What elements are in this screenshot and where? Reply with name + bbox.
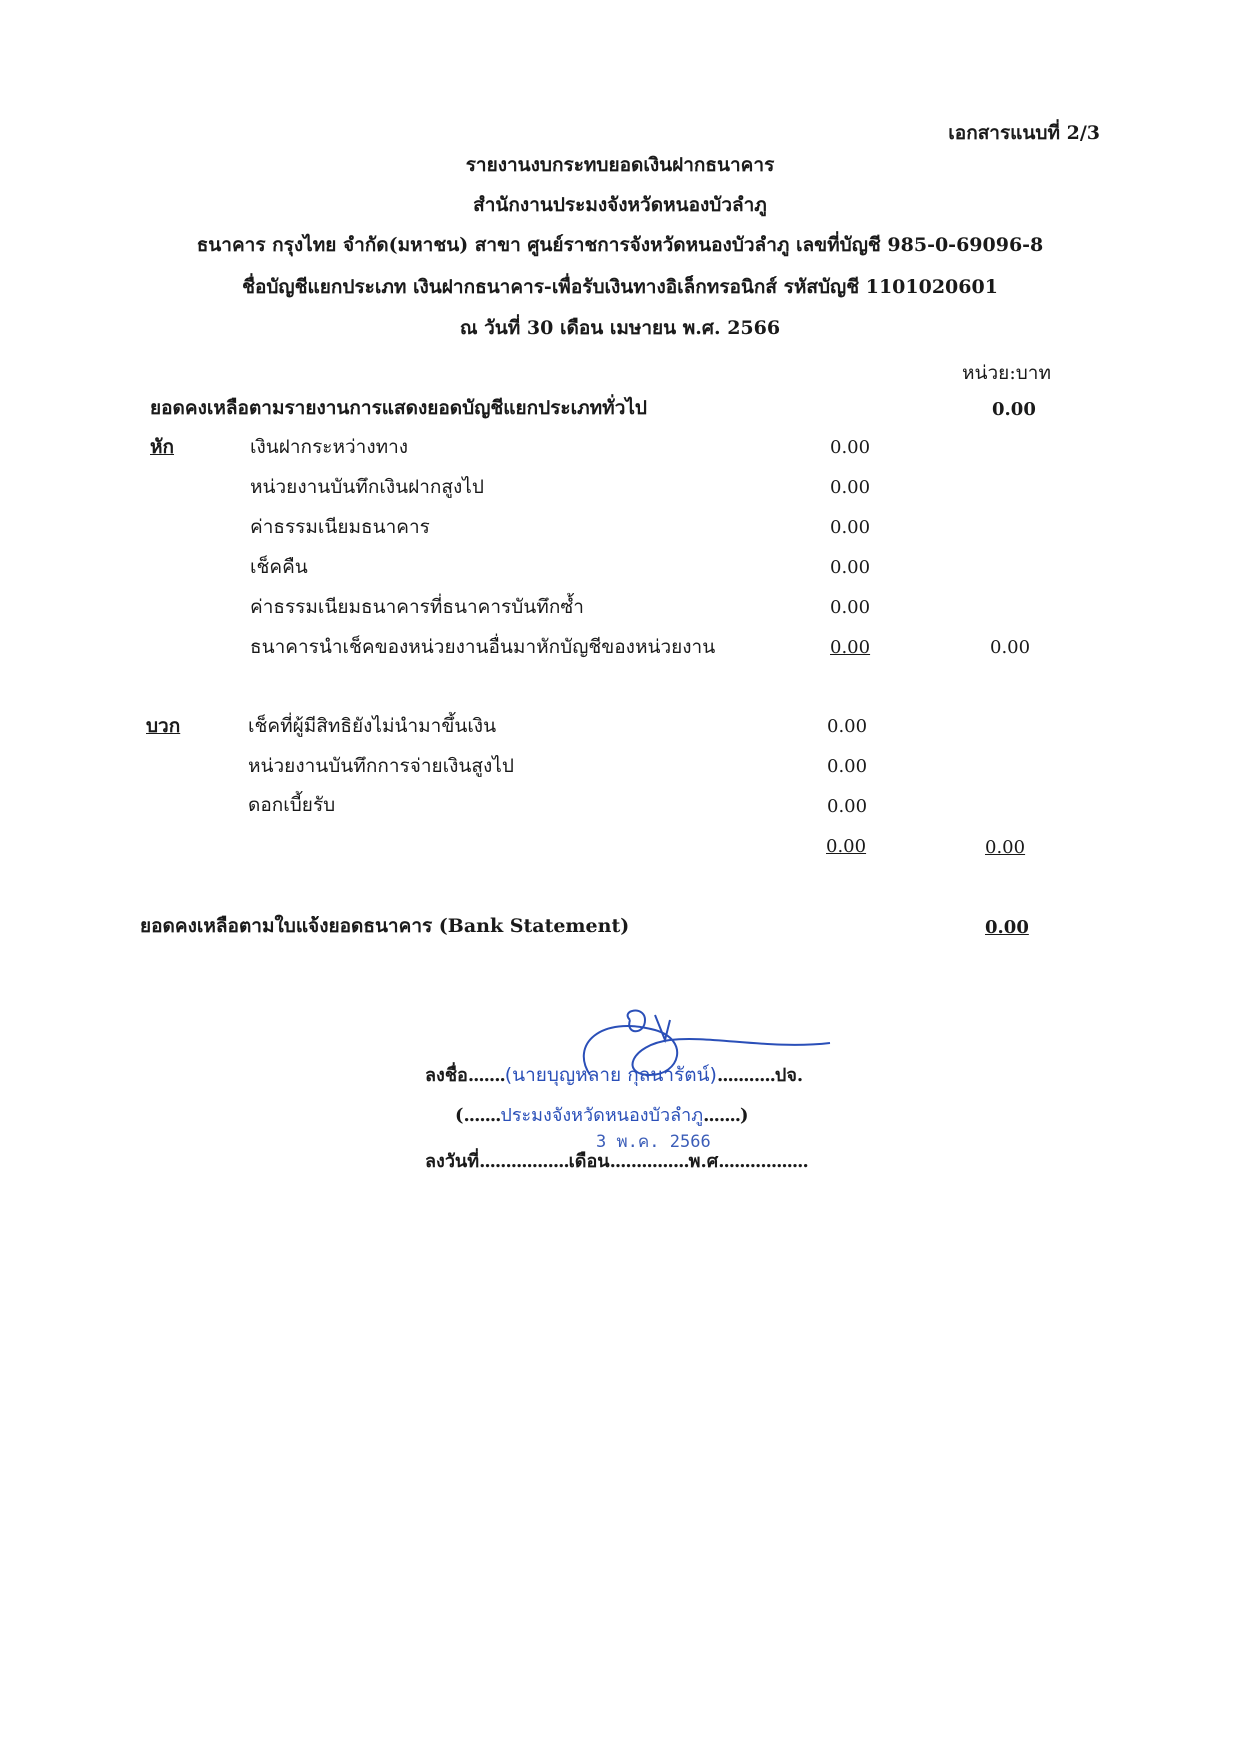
deduct-item-label: ค่าธรรมเนียมธนาคาร bbox=[250, 516, 430, 538]
bank-balance-amount: 0.00 bbox=[985, 917, 1029, 938]
sign-prefix: ลงชื่อ bbox=[425, 1065, 468, 1086]
add-item-amount: 0.00 bbox=[827, 716, 868, 737]
deduct-item-label: หน่วยงานบันทึกเงินฝากสูงไป bbox=[250, 476, 484, 498]
add-total: 0.00 bbox=[985, 837, 1026, 858]
deduct-item-amount: 0.00 bbox=[830, 637, 871, 658]
gl-balance-label: ยอดคงเหลือตามรายงานการแสดงยอดบัญชีแยกประเภททั่วไป bbox=[150, 397, 647, 419]
deduct-item-label: เช็คคืน bbox=[250, 556, 308, 578]
add-item-label: หน่วยงานบันทึกการจ่ายเงินสูงไป bbox=[248, 755, 514, 777]
add-item-amount: 0.00 bbox=[827, 796, 868, 817]
dotted-line: ....... bbox=[463, 1105, 501, 1126]
signature-line bbox=[425, 1060, 803, 1090]
dotted-line: ................. bbox=[479, 1151, 569, 1172]
add-item-label: ดอกเบี้ยรับ bbox=[248, 794, 336, 816]
date-prefix: ลงวันที่ bbox=[425, 1151, 480, 1172]
dotted-line: ................. bbox=[718, 1151, 808, 1172]
signer-position: ประมงจังหวัดหนองบัวลำภู bbox=[500, 1105, 704, 1126]
dotted-line: ........... bbox=[716, 1065, 775, 1086]
deduct-item-amount: 0.00 bbox=[830, 517, 871, 538]
deduct-item-label: เงินฝากระหว่างทาง bbox=[250, 436, 409, 458]
dotted-line: ............... bbox=[609, 1151, 689, 1172]
attachment-label: เอกสารแนบที่ 2/3 bbox=[948, 122, 1100, 144]
report-title: รายงานงบกระทบยอดเงินฝากธนาคาร bbox=[465, 154, 775, 176]
deduct-item-amount: 0.00 bbox=[830, 437, 871, 458]
add-item-amount: 0.00 bbox=[827, 756, 868, 777]
dotted-line: ....... bbox=[703, 1105, 741, 1126]
close-paren: ) bbox=[740, 1105, 749, 1126]
report-date-line: ณ วันที่ 30 เดือน เมษายน พ.ศ. 2566 bbox=[459, 317, 781, 339]
position-line bbox=[455, 1100, 749, 1129]
deduct-item-label: ธนาคารนำเช็คของหน่วยงานอื่นมาหักบัญชีของหน่วยงาน bbox=[250, 636, 716, 658]
deduct-item-amount: 0.00 bbox=[830, 597, 871, 618]
add-heading: บวก bbox=[146, 715, 181, 737]
deduct-item-amount: 0.00 bbox=[830, 477, 871, 498]
gl-balance-amount: 0.00 bbox=[992, 399, 1036, 420]
add-item-label: เช็คที่ผู้มีสิทธิยังไม่นำมาขึ้นเงิน bbox=[248, 715, 497, 737]
sign-suffix: ปจ. bbox=[774, 1065, 804, 1086]
bank-balance-label: ยอดคงเหลือตามใบแจ้งยอดธนาคาร (Bank Statement) bbox=[140, 915, 630, 937]
signature-date-line bbox=[425, 1146, 808, 1175]
dotted-line: ....... bbox=[467, 1065, 505, 1086]
bank-account-line: ธนาคาร กรุงไทย จำกัด(มหาชน) สาขา ศูนย์ราชการจังหวัดหนองบัวลำภู เลขที่บัญชี 985-0-69096-8 bbox=[196, 234, 1044, 256]
deduct-total: 0.00 bbox=[990, 637, 1031, 658]
signer-name: (นายบุญหลาย กุลนารัตน์) bbox=[504, 1064, 717, 1086]
deduct-item-label: ค่าธรรมเนียมธนาคารที่ธนาคารบันทึกซ้ำ bbox=[250, 596, 584, 618]
deduct-heading: หัก bbox=[150, 436, 175, 458]
open-paren: ( bbox=[455, 1105, 464, 1126]
unit-label: หน่วย:บาท bbox=[962, 362, 1051, 384]
office-name: สำนักงานประมงจังหวัดหนองบัวลำภู bbox=[473, 194, 767, 216]
ledger-account-line: ชื่อบัญชีแยกประเภท เงินฝากธนาคาร-เพื่อรับเงินทางอิเล็กทรอนิกส์ รหัสบัญชี 1101020601 bbox=[242, 276, 998, 298]
date-year-label: พ.ศ bbox=[688, 1151, 719, 1172]
date-stamp: 3 พ.ค. 2566 bbox=[596, 1132, 711, 1152]
add-subtotal: 0.00 bbox=[826, 836, 867, 857]
date-month-label: เดือน bbox=[568, 1151, 610, 1172]
deduct-item-amount: 0.00 bbox=[830, 557, 871, 578]
